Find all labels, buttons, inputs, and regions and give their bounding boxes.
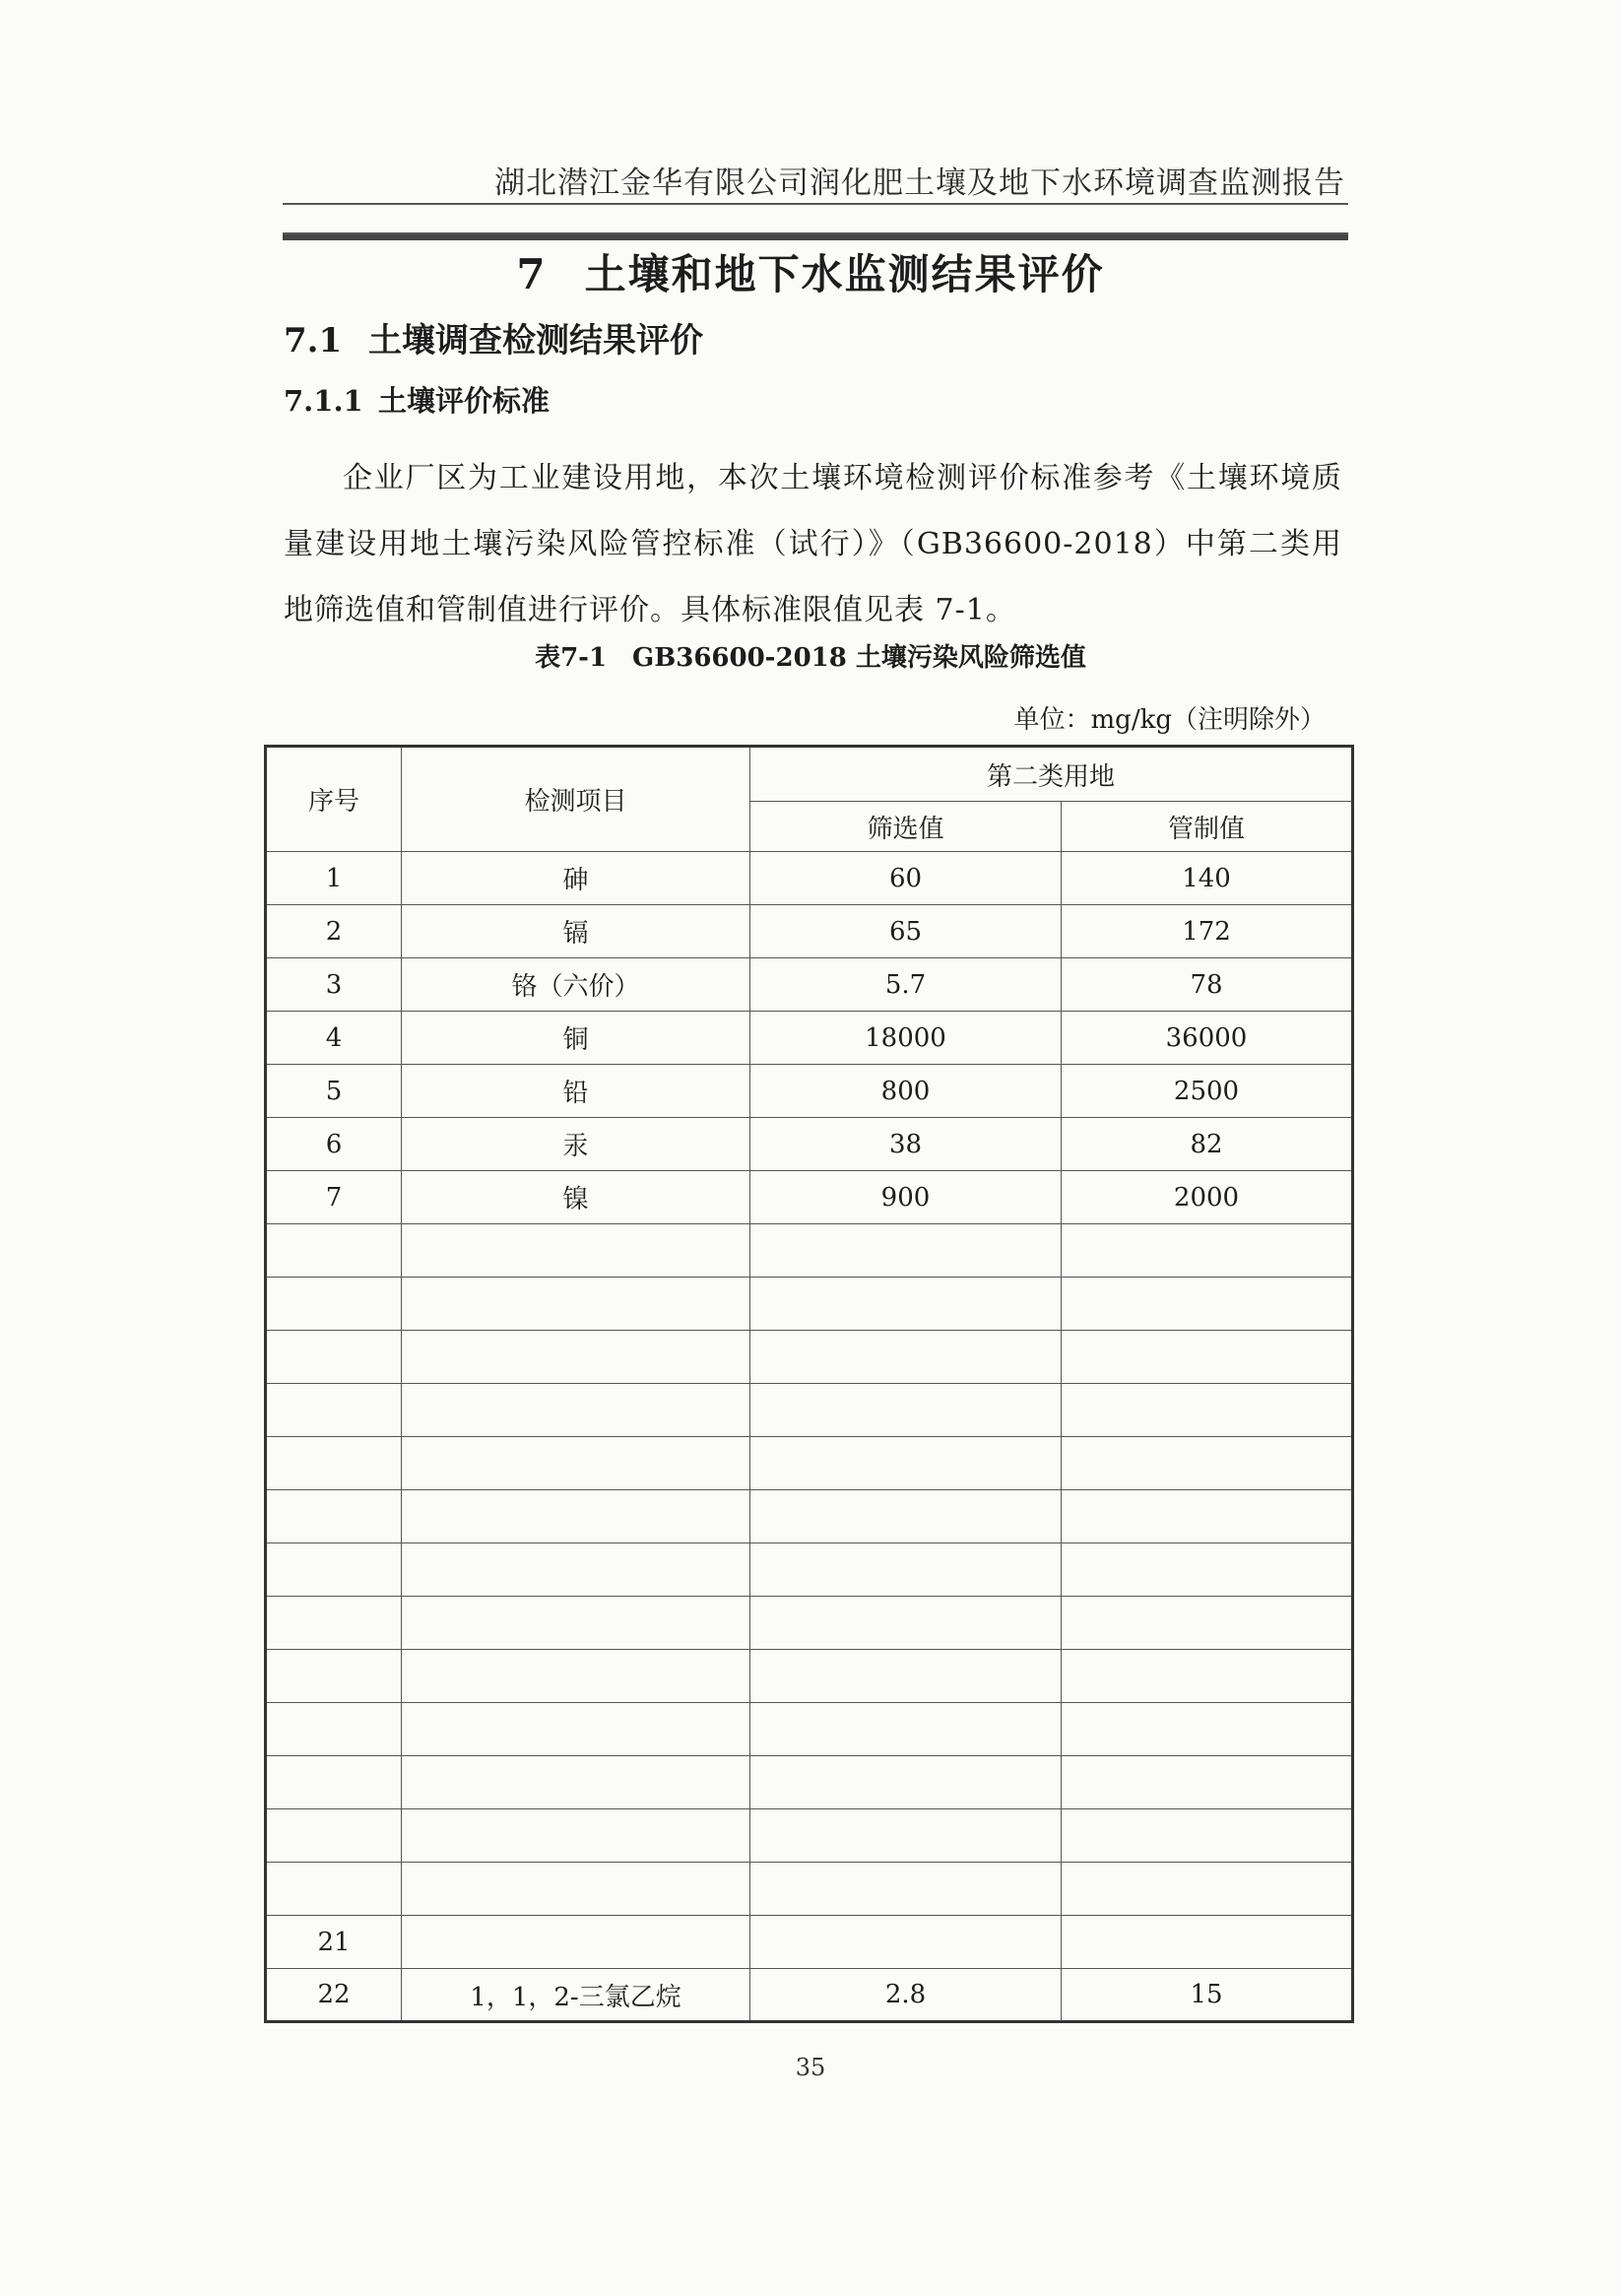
cell-item: 镉 <box>402 905 750 958</box>
cell-screening: 38 <box>750 1118 1062 1171</box>
cell-item <box>402 1437 750 1490</box>
header-seq: 序号 <box>266 747 402 852</box>
cell-seq: 1 <box>266 852 402 905</box>
cell-control: 78 <box>1062 958 1353 1012</box>
table-row <box>266 1597 1353 1650</box>
table-row <box>266 1809 1353 1863</box>
standards-table <box>264 745 1354 2023</box>
cell-screening <box>750 1809 1062 1863</box>
cell-control <box>1062 1543 1353 1597</box>
table-row <box>266 1331 1353 1384</box>
header-item: 检测项目 <box>402 747 750 852</box>
cell-screening <box>750 1597 1062 1650</box>
cell-control <box>1062 1650 1353 1703</box>
cell-screening <box>750 1543 1062 1597</box>
table-row <box>266 852 1353 905</box>
cell-seq <box>266 1863 402 1916</box>
cell-screening <box>750 1650 1062 1703</box>
header-screening: 筛选值 <box>750 802 1062 852</box>
page-header: 湖北潜江金华有限公司润化肥土壤及地下水环境调查监测报告 <box>494 165 1345 201</box>
cell-seq: 21 <box>266 1916 402 1969</box>
cell-seq <box>266 1384 402 1437</box>
section-number: 7.1 <box>284 321 343 361</box>
cell-item: 砷 <box>402 852 750 905</box>
cell-seq: 3 <box>266 958 402 1012</box>
table-row <box>266 1012 1353 1065</box>
body-paragraph: 企业厂区为工业建设用地，本次土壤环境检测评价标准参考《土壤环境质量建设用地土壤污染风险管控标准（试行）》（GB36600-2018）中第二类用地筛选值和管制值进行评价。具体标准限值见表 7-1。 <box>284 461 1342 627</box>
cell-screening <box>750 1490 1062 1543</box>
cell-seq <box>266 1331 402 1384</box>
table-row <box>266 1863 1353 1916</box>
table-row <box>266 1543 1353 1597</box>
cell-screening: 5.7 <box>750 958 1062 1012</box>
cell-control <box>1062 1809 1353 1863</box>
cell-seq: 5 <box>266 1065 402 1118</box>
cell-seq: 4 <box>266 1012 402 1065</box>
cell-screening: 800 <box>750 1065 1062 1118</box>
cell-screening <box>750 1863 1062 1916</box>
cell-seq <box>266 1543 402 1597</box>
cell-seq <box>266 1809 402 1863</box>
cell-control <box>1062 1756 1353 1809</box>
cell-item <box>402 1490 750 1543</box>
cell-screening <box>750 1437 1062 1490</box>
cell-seq: 6 <box>266 1118 402 1171</box>
chapter-title: 土壤和地下水监测结果评价 <box>584 250 1105 298</box>
cell-item <box>402 1278 750 1331</box>
cell-control <box>1062 1224 1353 1278</box>
cell-control: 2500 <box>1062 1065 1353 1118</box>
cell-item <box>402 1916 750 1969</box>
cell-item <box>402 1597 750 1650</box>
cell-control: 2000 <box>1062 1171 1353 1224</box>
cell-seq <box>266 1437 402 1490</box>
table-row <box>266 1278 1353 1331</box>
cell-item <box>402 1224 750 1278</box>
cell-screening <box>750 1331 1062 1384</box>
table-row <box>266 905 1353 958</box>
cell-control <box>1062 1597 1353 1650</box>
chapter-number: 7 <box>516 250 548 298</box>
table-row <box>266 1065 1353 1118</box>
cell-screening <box>750 1756 1062 1809</box>
section-title: 土壤调查检测结果评价 <box>368 321 703 361</box>
cell-control <box>1062 1331 1353 1384</box>
cell-screening <box>750 1703 1062 1756</box>
cell-control: 36000 <box>1062 1012 1353 1065</box>
table-row <box>266 1171 1353 1224</box>
cell-item: 铅 <box>402 1065 750 1118</box>
table-row <box>266 1756 1353 1809</box>
cell-control: 15 <box>1062 1969 1353 2022</box>
subsection-title: 土壤评价标准 <box>378 384 551 418</box>
table-row <box>266 958 1353 1012</box>
cell-item: 汞 <box>402 1118 750 1171</box>
cell-item: 1，1，2-三氯乙烷 <box>402 1969 750 2022</box>
table-row <box>266 1437 1353 1490</box>
cell-screening: 18000 <box>750 1012 1062 1065</box>
cell-control: 140 <box>1062 852 1353 905</box>
table-body <box>266 852 1353 2022</box>
cell-item: 镍 <box>402 1171 750 1224</box>
cell-seq: 22 <box>266 1969 402 2022</box>
table-caption: 表7-1 GB36600-2018 土壤污染风险筛选值 <box>535 643 1086 673</box>
cell-control <box>1062 1916 1353 1969</box>
cell-item <box>402 1543 750 1597</box>
cell-control <box>1062 1278 1353 1331</box>
header-control: 管制值 <box>1062 802 1353 852</box>
cell-seq <box>266 1650 402 1703</box>
section-heading <box>284 313 703 361</box>
header-rule <box>283 203 1348 205</box>
cell-seq: 2 <box>266 905 402 958</box>
cell-seq <box>266 1490 402 1543</box>
cell-control <box>1062 1437 1353 1490</box>
cell-screening <box>750 1224 1062 1278</box>
cell-control <box>1062 1863 1353 1916</box>
cell-screening: 2.8 <box>750 1969 1062 2022</box>
cell-control: 82 <box>1062 1118 1353 1171</box>
cell-screening <box>750 1278 1062 1331</box>
cell-control: 172 <box>1062 905 1353 958</box>
table-row <box>266 1703 1353 1756</box>
cell-screening <box>750 1916 1062 1969</box>
cell-control <box>1062 1490 1353 1543</box>
table-row <box>266 1118 1353 1171</box>
cell-item <box>402 1756 750 1809</box>
page-number: 35 <box>795 2054 826 2081</box>
header-group: 第二类用地 <box>750 747 1353 802</box>
cell-seq: 7 <box>266 1171 402 1224</box>
cell-item <box>402 1703 750 1756</box>
cell-control <box>1062 1384 1353 1437</box>
table-row <box>266 1224 1353 1278</box>
header-double-rule <box>283 232 1348 240</box>
cell-seq <box>266 1224 402 1278</box>
subsection-heading <box>284 379 550 420</box>
cell-screening: 60 <box>750 852 1062 905</box>
cell-item <box>402 1384 750 1437</box>
cell-screening: 900 <box>750 1171 1062 1224</box>
cell-item: 铜 <box>402 1012 750 1065</box>
unit-note: 单位：mg/kg（注明除外） <box>1013 705 1326 735</box>
cell-item <box>402 1331 750 1384</box>
cell-seq <box>266 1703 402 1756</box>
cell-seq <box>266 1597 402 1650</box>
cell-seq <box>266 1756 402 1809</box>
cell-seq <box>266 1278 402 1331</box>
cell-control <box>1062 1703 1353 1756</box>
cell-item <box>402 1809 750 1863</box>
subsection-number: 7.1.1 <box>284 384 363 418</box>
cell-item <box>402 1863 750 1916</box>
cell-screening <box>750 1384 1062 1437</box>
cell-item <box>402 1650 750 1703</box>
table-row <box>266 1969 1353 2022</box>
table-row <box>266 1916 1353 1969</box>
table-row <box>266 1384 1353 1437</box>
cell-screening: 65 <box>750 905 1062 958</box>
chapter-heading <box>0 242 1621 301</box>
cell-item: 铬（六价） <box>402 958 750 1012</box>
table-row <box>266 1490 1353 1543</box>
table-row <box>266 1650 1353 1703</box>
